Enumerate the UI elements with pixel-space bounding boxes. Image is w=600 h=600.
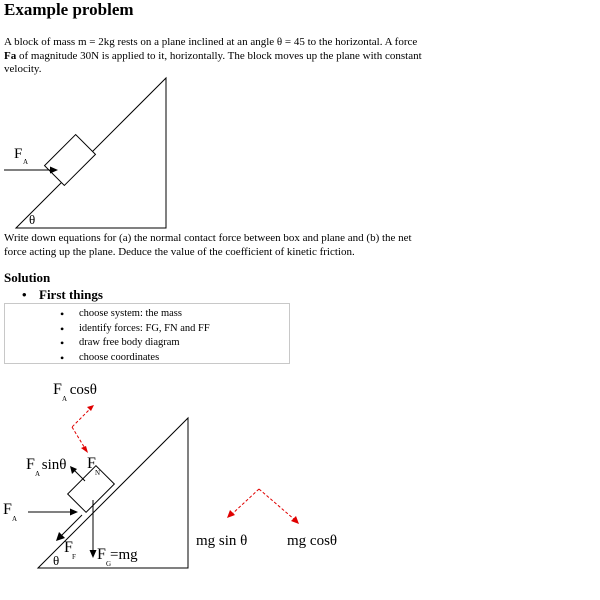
question-text: Write down equations for (a) the normal contact force between box and plane and (b) the net force acting up the plane. Deduce the value of the coefficient of kinetic friction. xyxy=(4,232,412,258)
normal-force-arrow xyxy=(74,470,85,481)
fa-cos-label-F: F xyxy=(53,381,62,398)
mg-cos-label: mg cosθ xyxy=(287,533,338,549)
fa-sin-dashed-arrow xyxy=(72,427,86,450)
incline-plane-2 xyxy=(38,418,188,568)
fa-sin-label-rest: sinθ xyxy=(38,457,67,473)
fa-cos-label-sub: A xyxy=(62,395,68,403)
list-item: • choose coordinates xyxy=(60,351,210,366)
fa-label-sub: A xyxy=(12,515,18,523)
fa-sin-arrowhead xyxy=(81,446,88,453)
gravity-arrowhead xyxy=(90,550,97,558)
mg-sin-dashed-arrow xyxy=(231,489,259,515)
mg-sin-arrowhead xyxy=(227,510,235,518)
friction-arrow xyxy=(61,515,82,536)
mg-cos-dashed-arrow xyxy=(259,489,295,520)
fn-label-sub: N xyxy=(95,469,101,477)
fa-cos-dashed-arrow xyxy=(72,407,92,427)
fa-cos-label-rest: cosθ xyxy=(66,382,97,398)
applied-force-arrowhead-2 xyxy=(70,509,78,516)
fa-sin-label-F: F xyxy=(26,456,35,473)
list-item: • choose system: the mass xyxy=(60,307,210,322)
force-sub-1: A xyxy=(23,158,29,166)
problem-text-1: A block of mass m = 2kg rests on a plane inclined at an angle θ = 45 to the horizontal. A force xyxy=(4,36,418,48)
mg-sin-label: mg sin θ xyxy=(196,533,248,549)
fg-label-F: F xyxy=(97,546,106,563)
block-2 xyxy=(68,466,115,513)
fg-label-rest: =mg xyxy=(110,547,138,563)
angle-label-1: θ xyxy=(29,212,36,227)
list-item: • draw free body diagram xyxy=(60,336,210,351)
ff-label-F: F xyxy=(64,539,73,556)
fn-label-F: F xyxy=(87,455,96,472)
problem-text-2: of magnitude 30N is applied to it, horizontally. The block moves up the plane with constant velocity. xyxy=(4,49,422,76)
force-label-1: F xyxy=(14,146,23,162)
mg-cos-arrowhead xyxy=(291,516,299,524)
fg-label-sub: G xyxy=(106,560,112,568)
solution-heading: Solution xyxy=(4,270,51,285)
fa-sin-label-sub: A xyxy=(35,470,41,478)
bullet-icon: • xyxy=(22,287,27,302)
list-item: • identify forces: FG, FN and FF xyxy=(60,322,210,337)
page-title: Example problem xyxy=(4,0,134,19)
angle-label-2: θ xyxy=(53,553,60,568)
fa-label-F: F xyxy=(3,501,12,518)
ff-label-sub: F xyxy=(72,553,76,561)
fa-cos-arrowhead xyxy=(87,405,94,411)
problem-force-name: Fa xyxy=(4,49,17,62)
normal-force-arrowhead xyxy=(70,466,77,474)
first-things-label: First things xyxy=(39,287,103,302)
